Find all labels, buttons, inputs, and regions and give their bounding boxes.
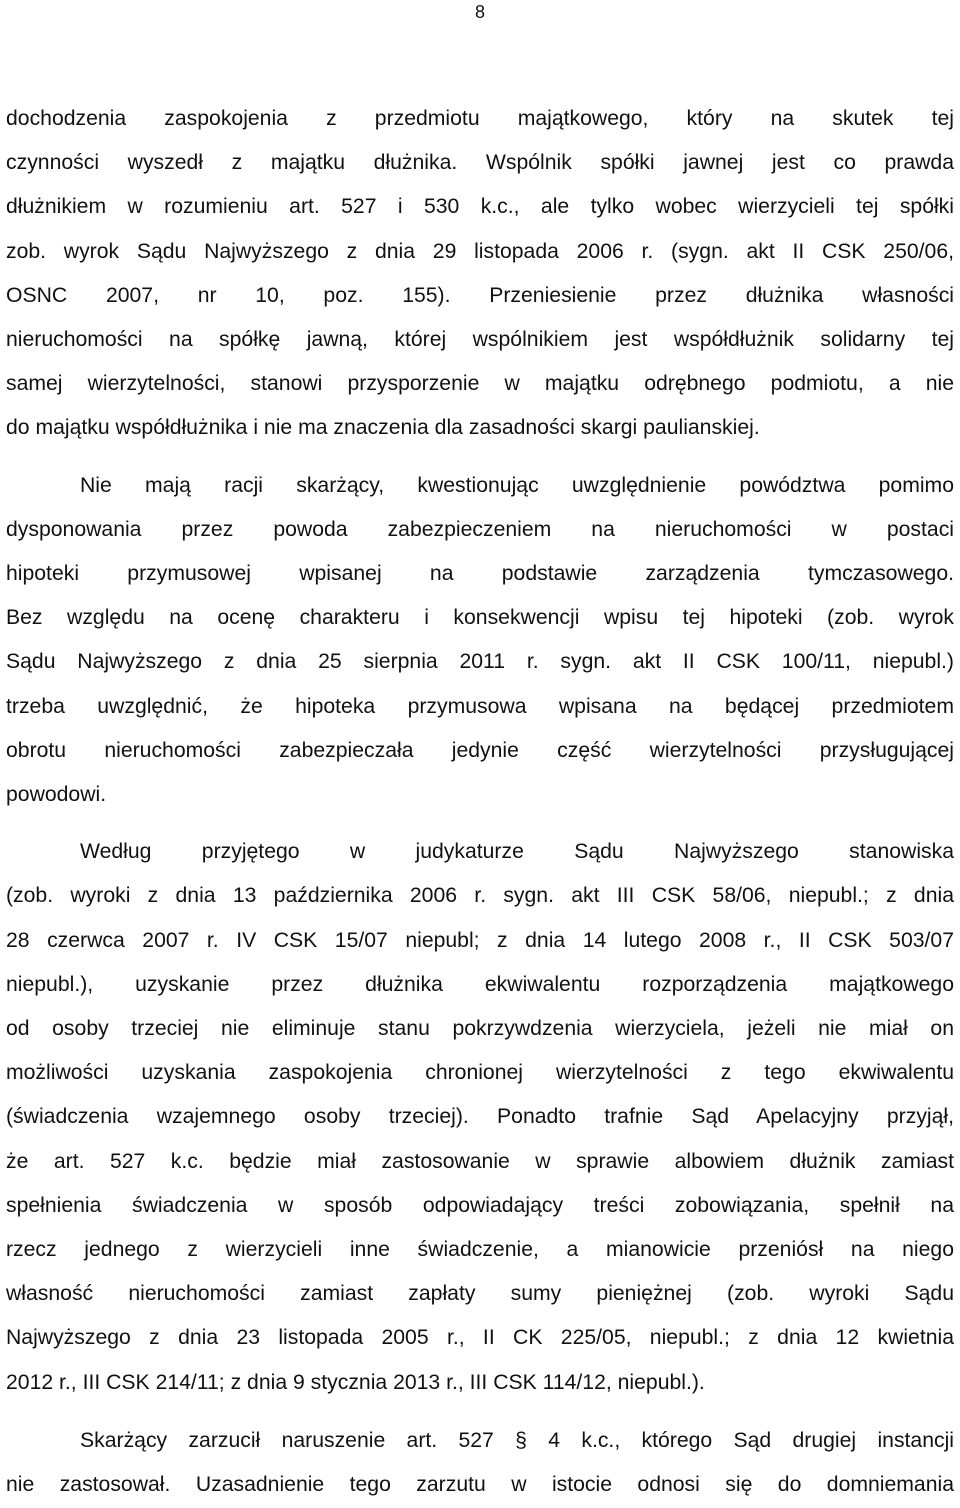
text-line: do majątku współdłużnika i nie ma znaczenia dla zasadności skargi paulianskiej. bbox=[6, 416, 760, 440]
text-line: nieruchomości na spółkę jawną, której wspólnikiem jest współdłużnik solidarny tej bbox=[6, 328, 954, 352]
text-line: dysponowania przez powoda zabezpieczeniem na nieruchomości w postaci bbox=[6, 517, 954, 541]
text-line: rzecz jednego z wierzycieli inne świadczenie, a mianowicie przeniósł na niego bbox=[6, 1238, 954, 1262]
paragraph-gap bbox=[6, 1405, 954, 1419]
document-body bbox=[6, 97, 954, 1507]
text-line: (zob. wyroki z dnia 13 października 2006 r. sygn. akt III CSK 58/06, niepubl.; z dnia bbox=[6, 884, 954, 908]
text-line: 2012 r., III CSK 214/11; z dnia 9 stycznia 2013 r., III CSK 114/12, niepubl.). bbox=[6, 1370, 705, 1394]
text-line: dochodzenia zaspokojenia z przedmiotu majątkowego, który na skutek tej bbox=[6, 107, 954, 130]
text-line: samej wierzytelności, stanowi przysporzenie w majątku odrębnego podmiotu, a nie bbox=[6, 372, 954, 396]
page-number: 8 bbox=[474, 2, 485, 22]
paragraph-gap bbox=[6, 817, 954, 830]
text-line: OSNC 2007, nr 10, poz. 155). Przeniesienie przez dłużnika własności bbox=[6, 283, 954, 307]
text-line: możliwości uzyskania zaspokojenia chronionej wierzytelności z tego ekwiwalentu bbox=[6, 1061, 954, 1085]
text-line: dłużnikiem w rozumieniu art. 527 i 530 k.c., ale tylko wobec wierzycieli tej spółki bbox=[6, 195, 954, 219]
text-line: hipoteki przymusowej wpisanej na podstawie zarządzenia tymczasowego. bbox=[6, 562, 954, 586]
text-line: niepubl.), uzyskanie przez dłużnika ekwiwalentu rozporządzenia majątkowego bbox=[6, 972, 954, 996]
text-line: Nie mają racji skarżący, kwestionując uwzględnienie powództwa pomimo bbox=[80, 473, 954, 497]
text-line: (świadczenia wzajemnego osoby trzeciej). Ponadto trafnie Sąd Apelacyjny przyjął, bbox=[6, 1105, 954, 1129]
text-line: Najwyższego z dnia 23 listopada 2005 r., II CK 225/05, niepubl.; z dnia 12 kwietnia bbox=[6, 1326, 954, 1350]
text-line: spełnienia świadczenia w sposób odpowiadający treści zobowiązania, spełnił na bbox=[6, 1193, 954, 1217]
text-line: czynności wyszedł z majątku dłużnika. Wspólnik spółki jawnej jest co prawda bbox=[6, 151, 954, 175]
text-line: zob. wyrok Sądu Najwyższego z dnia 29 listopada 2006 r. (sygn. akt II CSK 250/06, bbox=[6, 239, 954, 263]
text-line: nie zastosował. Uzasadnienie tego zarzutu w istocie odnosi się do domniemania bbox=[6, 1473, 954, 1497]
text-line: Skarżący zarzucił naruszenie art. 527 § 4 k.c., którego Sąd drugiej instancji bbox=[80, 1428, 954, 1452]
paragraph-gap bbox=[6, 451, 954, 464]
text-line: Według przyjętego w judykaturze Sądu Najwyższego stanowiska bbox=[80, 840, 954, 864]
text-line: od osoby trzeciej nie eliminuje stanu pokrzywdzenia wierzyciela, jeżeli nie miał on bbox=[6, 1017, 954, 1041]
text-line: obrotu nieruchomości zabezpieczała jedynie część wierzytelności przysługującej bbox=[6, 738, 954, 762]
text-line: że art. 527 k.c. będzie miał zastosowanie w sprawie albowiem dłużnik zamiast bbox=[6, 1149, 954, 1173]
text-line: własność nieruchomości zamiast zapłaty sumy pieniężnej (zob. wyroki Sądu bbox=[6, 1282, 954, 1306]
paragraph-3 bbox=[6, 830, 954, 1405]
paragraph-4 bbox=[6, 1419, 954, 1507]
text-line: powodowi. bbox=[6, 783, 107, 807]
paragraph-1 bbox=[6, 97, 954, 451]
text-line: 28 czerwca 2007 r. IV CSK 15/07 niepubl; z dnia 14 lutego 2008 r., II CSK 503/07 bbox=[6, 928, 954, 952]
text-line: trzeba uwzględnić, że hipoteka przymusowa wpisana na będącej przedmiotem bbox=[6, 694, 954, 718]
paragraph-2 bbox=[6, 464, 954, 818]
text-line: Bez względu na ocenę charakteru i konsekwencji wpisu tej hipoteki (zob. wyrok bbox=[6, 606, 954, 630]
text-line: Sądu Najwyższego z dnia 25 sierpnia 2011 r. sygn. akt II CSK 100/11, niepubl.) bbox=[6, 650, 954, 674]
